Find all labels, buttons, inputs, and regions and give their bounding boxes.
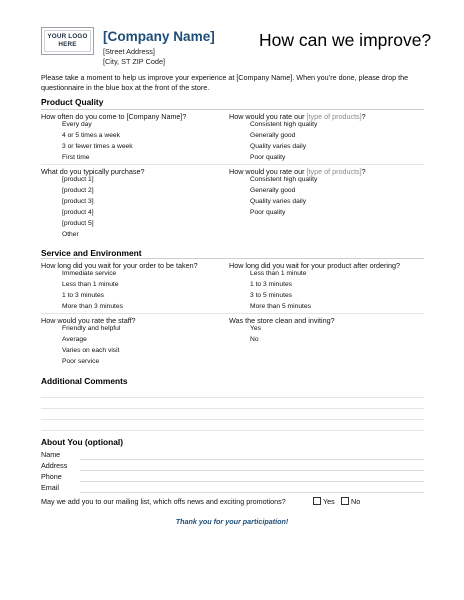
name-field[interactable] [80, 459, 424, 460]
question-text: How would you rate our [229, 112, 307, 121]
question-mark: ? [361, 112, 366, 121]
name-label: Name [41, 450, 61, 459]
street-address: [Street Address] [103, 47, 155, 56]
checkbox-yes-label: Yes [323, 497, 335, 506]
section-heading-about-you: About You (optional) [41, 437, 124, 447]
option-average[interactable]: Average [62, 336, 87, 343]
option-visit-4-5-week[interactable]: 4 or 5 times a week [62, 132, 120, 139]
option-product-4[interactable]: [product 4] [62, 209, 94, 216]
logo-placeholder [41, 27, 94, 55]
option-less-1-minute[interactable]: Less than 1 minute [62, 281, 119, 288]
option-generally-good[interactable]: Generally good [250, 187, 296, 194]
divider [41, 313, 424, 314]
option-friendly-helpful[interactable]: Friendly and helpful [62, 325, 121, 332]
option-no[interactable]: No [250, 336, 259, 343]
option-product-1[interactable]: [product 1] [62, 176, 94, 183]
question-text: How would you rate our [229, 167, 307, 176]
thank-you-message: Thank you for your participation! [175, 517, 289, 526]
section-heading-service: Service and Environment [41, 248, 142, 258]
question-product-wait: How long did you wait for your product after ordering? [229, 261, 400, 270]
option-1-3-minutes[interactable]: 1 to 3 minutes [250, 281, 293, 288]
comment-line-1[interactable] [41, 397, 424, 398]
question-rate-products [229, 112, 366, 121]
option-less-1-minute[interactable]: Less than 1 minute [250, 270, 307, 277]
placeholder-type-of-products: [type of products] [306, 112, 362, 121]
section-heading-comments: Additional Comments [41, 376, 128, 386]
option-poor-quality[interactable]: Poor quality [250, 209, 286, 216]
placeholder-type-of-products: [type of products] [306, 167, 362, 176]
comment-line-3[interactable] [41, 419, 424, 420]
option-more-5-minutes[interactable]: More than 5 minutes [250, 303, 311, 310]
option-other[interactable]: Other [62, 231, 79, 238]
divider [41, 109, 424, 110]
question-rate-products-2 [229, 167, 366, 176]
phone-field[interactable] [80, 481, 424, 482]
city-state-zip: [City, ST ZIP Code] [103, 57, 166, 66]
question-mark: ? [361, 167, 366, 176]
option-visit-first-time[interactable]: First time [62, 154, 90, 161]
mailing-list-question: May we add you to our mailing list, which offs news and exciting promotions? [41, 497, 286, 506]
option-consistent-high-quality[interactable]: Consistent high quality [250, 176, 318, 183]
address-field[interactable] [80, 470, 424, 471]
option-3-5-minutes[interactable]: 3 to 5 minutes [250, 292, 293, 299]
logo-text-line1: YOUR LOGO [47, 33, 88, 40]
email-label: Email [41, 483, 59, 492]
email-field[interactable] [80, 492, 424, 493]
option-visit-3-fewer[interactable]: 3 or fewer times a week [62, 143, 133, 150]
comment-line-4[interactable] [41, 430, 424, 431]
checkbox-no-label: No [351, 497, 361, 506]
option-yes[interactable]: Yes [250, 325, 261, 332]
question-visit-frequency: How often do you come to [Company Name]? [41, 112, 187, 121]
option-quality-varies[interactable]: Quality varies daily [250, 198, 307, 205]
option-1-3-minutes[interactable]: 1 to 3 minutes [62, 292, 105, 299]
mailing-no-option[interactable] [341, 497, 360, 506]
option-poor-service[interactable]: Poor service [62, 358, 100, 365]
company-name: [Company Name] [103, 29, 215, 44]
address-label: Address [41, 461, 68, 470]
question-typical-purchase: What do you typically purchase? [41, 167, 145, 176]
option-product-3[interactable]: [product 3] [62, 198, 94, 205]
question-order-wait: How long did you wait for your order to be taken? [41, 261, 198, 270]
question-store-clean: Was the store clean and inviting? [229, 316, 335, 325]
divider [41, 164, 424, 165]
option-more-3-minutes[interactable]: More than 3 minutes [62, 303, 123, 310]
option-consistent-high-quality[interactable]: Consistent high quality [250, 121, 318, 128]
option-varies-each-visit[interactable]: Varies on each visit [62, 347, 120, 354]
checkbox-yes[interactable] [313, 497, 321, 505]
option-generally-good[interactable]: Generally good [250, 132, 296, 139]
option-quality-varies[interactable]: Quality varies daily [250, 143, 307, 150]
page-title: How can we improve? [259, 30, 432, 50]
comment-line-2[interactable] [41, 408, 424, 409]
option-product-5[interactable]: [product 5] [62, 220, 94, 227]
checkbox-no[interactable] [341, 497, 349, 505]
divider [41, 258, 424, 259]
section-heading-product-quality: Product Quality [41, 97, 104, 107]
option-poor-quality[interactable]: Poor quality [250, 154, 286, 161]
logo-text-line2: HERE [58, 41, 77, 48]
option-immediate-service[interactable]: Immediate service [62, 270, 117, 277]
intro-text: Please take a moment to help us improve your experience at [Company Name]. When you’re done, please drop the questionnaire in the blue box at the front of the store. [41, 73, 409, 93]
phone-label: Phone [41, 472, 62, 481]
question-rate-staff: How would you rate the staff? [41, 316, 136, 325]
mailing-yes-option[interactable] [313, 497, 335, 506]
option-visit-every-day[interactable]: Every day [62, 121, 92, 128]
option-product-2[interactable]: [product 2] [62, 187, 94, 194]
